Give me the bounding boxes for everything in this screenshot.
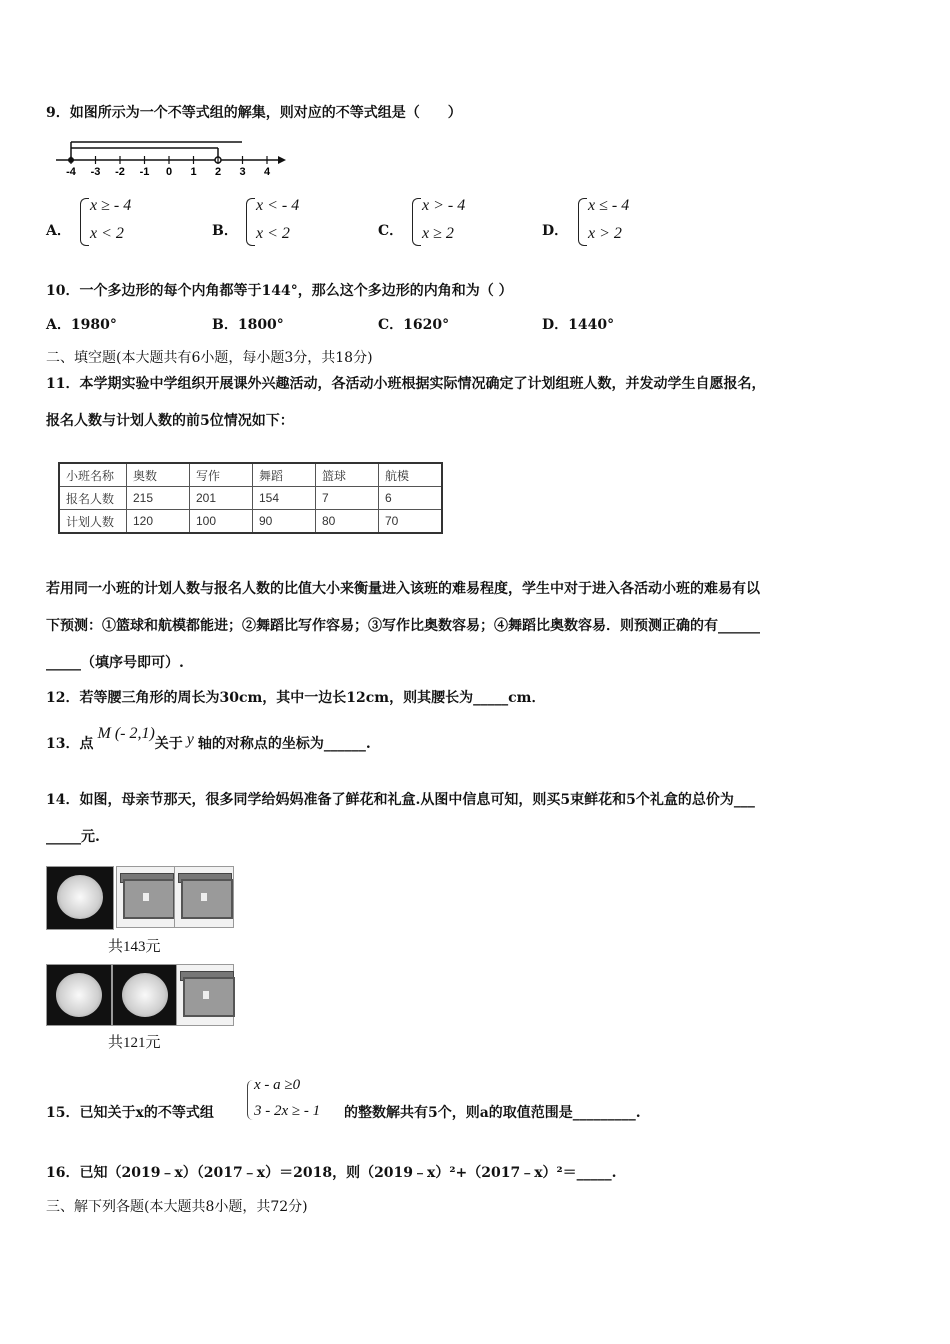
option-c-label: C． xyxy=(378,223,404,239)
q13-text xyxy=(46,725,371,753)
option-b-line2: x < 2 xyxy=(256,225,290,242)
table-row xyxy=(59,510,442,534)
table-cell: 报名人数 xyxy=(59,487,127,510)
q9-text: 9．如图所示为一个不等式组的解集，则对应的不等式组是（ ） xyxy=(46,105,462,121)
number-line-label: 0 xyxy=(165,166,173,178)
q11-line5: _____（填序号即可）. xyxy=(46,655,184,671)
option-c-line1: x > - 4 xyxy=(422,197,466,214)
option-a-line1: x ≥ - 4 xyxy=(90,197,132,214)
brace xyxy=(412,198,421,246)
table-cell: 201 xyxy=(190,487,253,510)
q15-prefix: 15．已知关于x的不等式组 xyxy=(46,1105,214,1121)
option-b-system xyxy=(256,192,299,248)
table-cell: 154 xyxy=(253,487,316,510)
number-line-label: -1 xyxy=(139,166,150,178)
option-b-line1: x < - 4 xyxy=(256,197,300,214)
option-c-line2: x ≥ 2 xyxy=(422,225,454,242)
table-cell: 奥数 xyxy=(127,463,190,487)
number-line-label: 2 xyxy=(214,166,222,178)
flower-image xyxy=(46,866,114,930)
number-line-label: -3 xyxy=(90,166,101,178)
q13-prefix: 13．点 xyxy=(46,736,94,752)
q13-point: M (- 2,1) xyxy=(97,725,155,742)
q15-line2: 3 - 2x ≥ - 1 xyxy=(254,1103,321,1119)
q14-line1: 14．如图，母亲节那天，很多同学给妈妈准备了鲜花和礼盒.从图中信息可知，则买5束鲜花和5个礼盒的总价为___ xyxy=(46,792,755,808)
q13-axis: y xyxy=(186,731,194,748)
gift-box-image xyxy=(116,866,176,928)
q14-line2: _____元. xyxy=(46,829,100,845)
table-cell: 100 xyxy=(190,510,253,534)
option-c-system xyxy=(422,192,465,248)
table-cell: 7 xyxy=(316,487,379,510)
option-b-label: B． xyxy=(212,223,238,239)
q13-suffix: 轴的对称点的坐标为______. xyxy=(197,736,371,752)
table-cell: 90 xyxy=(253,510,316,534)
table-cell: 80 xyxy=(316,510,379,534)
number-line-label: -2 xyxy=(115,166,125,178)
brace xyxy=(246,198,255,246)
q15-system xyxy=(254,1072,320,1124)
section-3-heading: 三、解下列各题(本大题共8小题，共72分) xyxy=(46,1199,308,1215)
q13-middle: 关于 xyxy=(154,736,183,752)
gift-box-image xyxy=(174,866,234,928)
q15-line1: x - a ≥0 xyxy=(254,1077,301,1093)
q10-option-d: D．1440° xyxy=(542,317,615,333)
table-cell: 计划人数 xyxy=(59,510,127,534)
q16-text: 16．已知（2019﹣x）（2017﹣x）＝2018，则（2019﹣x）²+（2017﹣x）²＝_____. xyxy=(46,1165,617,1181)
table-cell: 航模 xyxy=(379,463,443,487)
option-d-line1: x ≤ - 4 xyxy=(588,197,630,214)
table-row xyxy=(59,487,442,510)
q10-text: 10．一个多边形的每个内角都等于144°，那么这个多边形的内角和为（ ） xyxy=(46,283,513,299)
number-line-label: 3 xyxy=(239,166,246,178)
q11-line2: 报名人数与计划人数的前5位情况如下： xyxy=(46,413,294,429)
caption-2: 共121元 xyxy=(108,1035,161,1051)
number-line-label: -4 xyxy=(66,166,76,178)
option-d-system xyxy=(588,192,629,248)
table-cell: 篮球 xyxy=(316,463,379,487)
caption-1: 共143元 xyxy=(108,939,161,955)
option-a-system xyxy=(90,192,131,248)
option-a-label: A． xyxy=(46,223,71,239)
table-cell: 6 xyxy=(379,487,443,510)
q15-suffix: 的整数解共有5个，则a的取值范围是_________. xyxy=(344,1105,641,1121)
q12-text: 12．若等腰三角形的周长为30cm，其中一边长12cm，则其腰长为_____cm． xyxy=(46,690,546,706)
option-d-line2: x > 2 xyxy=(588,225,622,242)
brace xyxy=(578,198,587,246)
flower-image xyxy=(112,964,178,1026)
q10-option-b: B．1800° xyxy=(212,317,284,333)
option-a-line2: x < 2 xyxy=(90,225,124,242)
q10-option-c: C．1620° xyxy=(378,317,450,333)
table-cell: 舞蹈 xyxy=(253,463,316,487)
q11-line4: 下预测：①篮球和航模都能进；②舞蹈比写作容易；③写作比奥数容易；④舞蹈比奥数容易．则预测正确的有______ xyxy=(46,618,760,634)
number-line xyxy=(50,134,290,178)
table-cell: 小班名称 xyxy=(59,463,127,487)
option-d-label: D． xyxy=(542,223,569,239)
flower-image xyxy=(46,964,112,1026)
table-cell: 120 xyxy=(127,510,190,534)
q11-line3: 若用同一小班的计划人数与报名人数的比值大小来衡量进入该班的难易程度，学生中对于进入各活动小班的难易有以 xyxy=(46,581,760,597)
number-line-label: 4 xyxy=(263,166,271,178)
table-cell: 215 xyxy=(127,487,190,510)
section-2-heading: 二、填空题(本大题共有6小题，每小题3分，共18分) xyxy=(46,350,373,366)
table-row xyxy=(59,463,442,487)
q11-line1: 11．本学期实验中学组织开展课外兴趣活动，各活动小班根据实际情况确定了计划组班人数，并发动学生自愿报名， xyxy=(46,376,766,392)
table-cell: 写作 xyxy=(190,463,253,487)
q10-option-a: A．1980° xyxy=(46,317,117,333)
signup-table xyxy=(58,462,443,534)
table-cell: 70 xyxy=(379,510,443,534)
gift-box-image xyxy=(176,964,234,1026)
number-line-label: 1 xyxy=(190,166,197,178)
brace xyxy=(80,198,89,246)
